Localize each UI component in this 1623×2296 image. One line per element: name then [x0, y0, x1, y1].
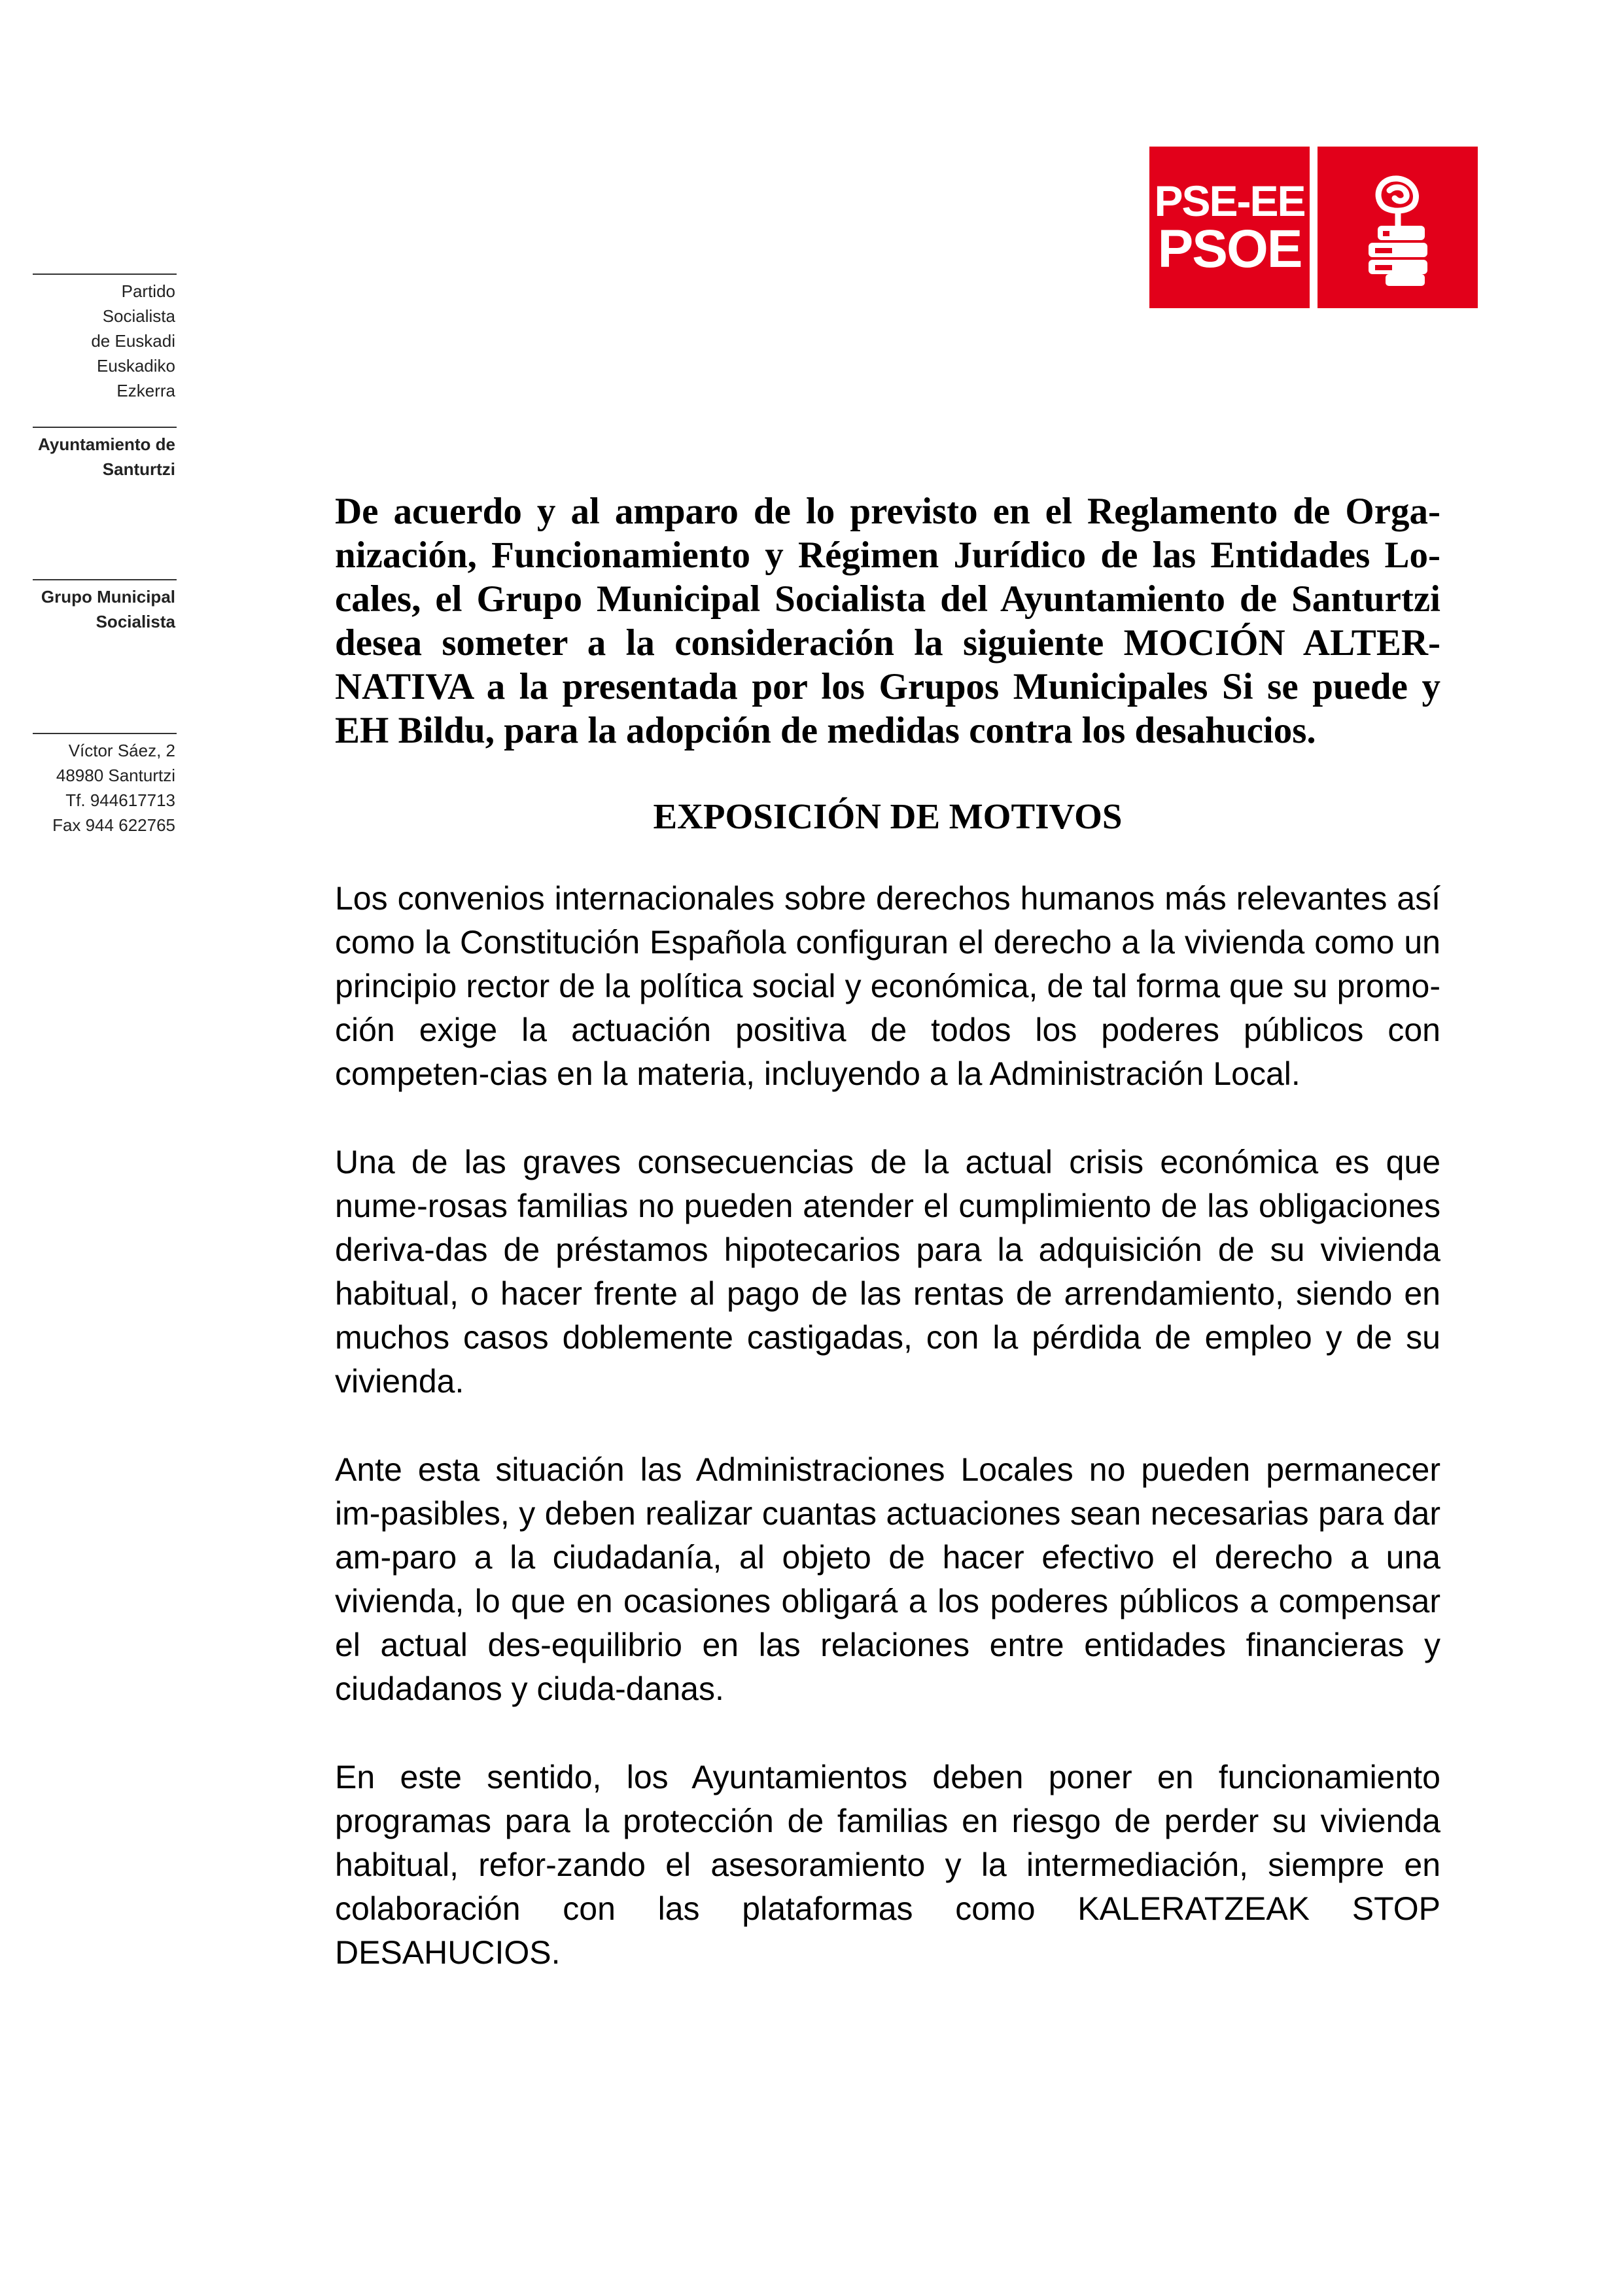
logo-line-2: PSOE	[1157, 219, 1302, 279]
logo-wordmark	[1149, 147, 1310, 308]
party-line: Socialista	[102, 306, 175, 326]
contact-line: Tf. 944617713	[65, 790, 175, 810]
party-logo	[1149, 147, 1478, 308]
municipal-group-block	[33, 579, 177, 634]
contact-line: Fax 944 622765	[52, 815, 175, 835]
party-line: de Euskadi	[91, 331, 175, 351]
party-name-block	[33, 274, 177, 403]
party-line: Partido	[121, 281, 175, 301]
section-heading: EXPOSICIÓN DE MOTIVOS	[653, 796, 1123, 836]
logo-line-1: PSE-EE	[1154, 176, 1305, 225]
council-line: Santurtzi	[102, 459, 175, 479]
group-line: Grupo Municipal	[41, 587, 175, 607]
party-line: Ezkerra	[116, 381, 175, 400]
contact-line: Víctor Sáez, 2	[68, 741, 175, 760]
contact-block	[33, 733, 177, 838]
motives-body	[335, 877, 1440, 2019]
party-line: Euskadiko	[97, 356, 175, 376]
group-line: Socialista	[96, 612, 175, 631]
council-line: Ayuntamiento de	[38, 434, 175, 454]
paragraph: Ante esta situación las Administraciones Locales no pueden permanecer im-pasibles, y deben realizar cuantas actuaciones sean necesarias para dar am-paro a la ciudadanía, al objeto de hacer efectivo el derecho a una vivienda, lo que en ocasiones obligará a los poderes públicos a compensar el actual des-equilibrio en las relaciones entre entidades financieras y ciudadanos y ciuda-danas.	[335, 1451, 1440, 1707]
council-block	[33, 427, 177, 482]
paragraph: Una de las graves consecuencias de la actual crisis económica es que nume-rosas familias no pueden atender el cumplimiento de las obligaciones deriva-das de préstamos hipotecarios para la adquisición de su vivienda habitual, o hacer frente al pago de las rentas de arrendamiento, siendo en muchos casos doblemente castigadas, con la pérdida de empleo y de su vivienda.	[335, 1144, 1440, 1400]
motion-introduction: De acuerdo y al amparo de lo previsto en el Reglamento de Orga-nización, Funcionamiento y Régimen Jurídico de las Entidades Lo-cales, el Grupo Municipal Socialista del Ayuntamiento de Santurtzi desea someter a la consideración la siguiente MOCIÓN ALTER-NATIVA a la presentada por los Grupos Municipales Si se puede y EH Bildu, para la adopción de medidas contra los desahucios.	[335, 491, 1440, 751]
rose-fist-icon	[1318, 147, 1478, 308]
paragraph: En este sentido, los Ayuntamientos deben poner en funcionamiento programas para la protección de familias en riesgo de perder su vivienda habitual, refor-zando el asesoramiento y la intermediación, siempre en colaboración con las plataformas como KALERATZEAK STOP DESAHUCIOS.	[335, 1759, 1440, 1971]
paragraph: Los convenios internacionales sobre derechos humanos más relevantes así como la Constitución Española configuran el derecho a la vivienda como un principio rector de la política social y económica, de tal forma que su promo-ción exige la actuación positiva de todos los poderes públicos con competen-cias en la materia, incluyendo a la Administración Local.	[335, 880, 1440, 1092]
contact-line: 48980 Santurtzi	[56, 766, 175, 785]
